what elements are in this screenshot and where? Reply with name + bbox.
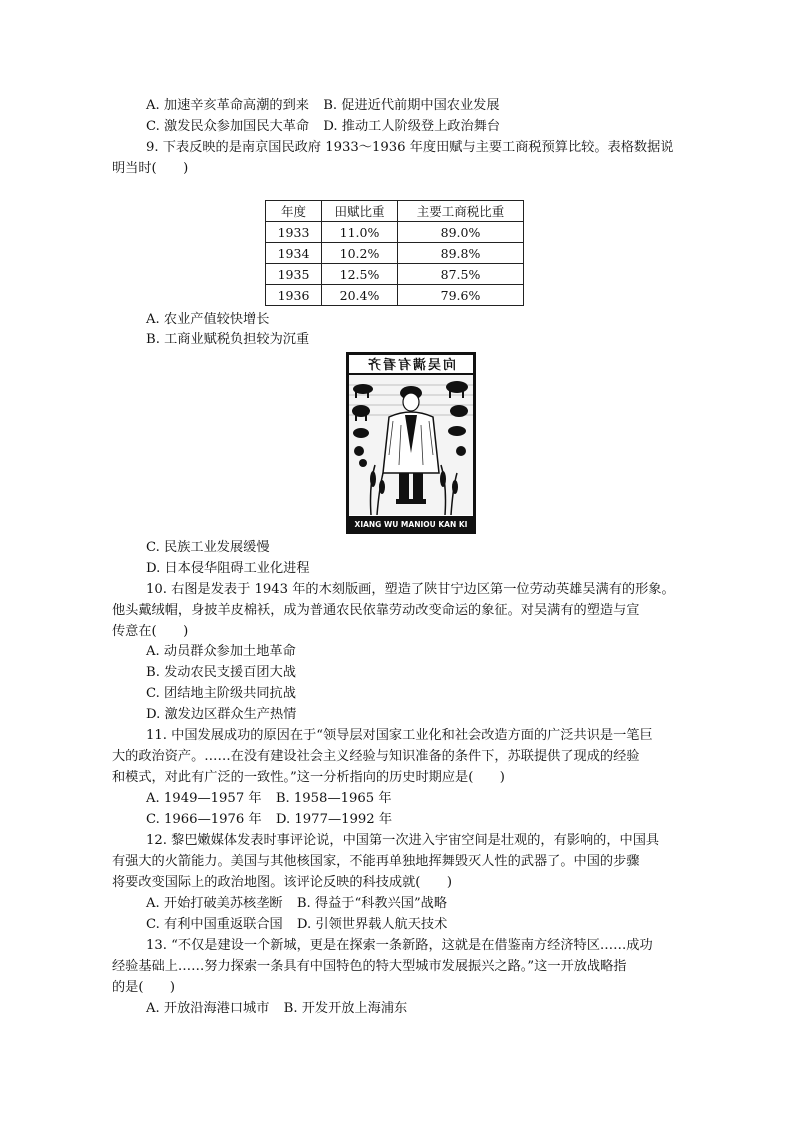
q10-option-c: C. 团结地主阶级共同抗战 (146, 686, 296, 701)
q11-options-row-2 (146, 810, 392, 830)
q10-stem-line-1: 10. 右图是发表于 1943 年的木刻版画，塑造了陕甘宁边区第一位劳动英雄吴满有的形象。 (146, 582, 675, 597)
cell-year: 1936 (266, 285, 322, 306)
cell-year: 1933 (266, 222, 322, 243)
woodcut-print-image (346, 352, 476, 534)
q13-stem-line-2: 经验基础上……努力探索一条具有中国特色的特大型城市发展振兴之路。”这一开放战略指 (112, 959, 627, 974)
q13-stem-line-3: 的是( ) (112, 980, 176, 995)
q11-option-b: B. 1958—1965 年 (275, 791, 392, 806)
woodcut-title: 向吴满有看齐 (365, 358, 457, 373)
q12-stem-line-2: 有强大的火箭能力。美国与其他核国家，不能再单独地挥舞毁灭人性的武器了。中国的步骤 (112, 854, 640, 869)
q10-stem-line-3: 传意在( ) (112, 624, 189, 639)
cell-commerce-tax: 87.5% (398, 264, 524, 285)
q11-option-d: D. 1977—1992 年 (275, 812, 393, 827)
q12-option-c: C. 有利中国重返联合国 (146, 917, 283, 932)
q12-stem-line-1: 12. 黎巴嫩媒体发表时事评论说，中国第一次进入宇宙空间是壮观的，有影响的，中国具 (146, 833, 660, 848)
q12-stem-line-3: 将要改变国际上的政治地图。该评论反映的科技成就( ) (112, 875, 452, 890)
q9-stem-line-2: 明当时( ) (112, 161, 189, 176)
table-row (266, 222, 524, 243)
q9-data-table (265, 200, 524, 306)
q12-option-a: A. 开始打破美苏核垄断 (146, 896, 283, 911)
table-row (266, 285, 524, 306)
q10-option-d: D. 激发边区群众生产热情 (146, 707, 297, 722)
cell-land-tax: 12.5% (322, 264, 398, 285)
q13-options-row-1 (146, 999, 407, 1019)
q8-option-c: C. 激发民众参加国民大革命 (146, 119, 310, 134)
q11-stem-line-1: 11. 中国发展成功的原因在于“领导层对国家工业化和社会改造方面的广泛共识是一笔巨 (146, 728, 653, 743)
q11-options-row-1 (146, 789, 392, 809)
cell-year: 1935 (266, 264, 322, 285)
q9-stem-line-1: 9. 下表反映的是南京国民政府 1933～1936 年度田赋与主要工商税预算比较。表格数据说 (146, 140, 674, 155)
header-commerce-tax: 主要工商税比重 (398, 201, 524, 222)
q9-option-b: B. 工商业赋税负担较为沉重 (146, 332, 310, 347)
cell-year: 1934 (266, 243, 322, 264)
cell-commerce-tax: 89.8% (398, 243, 524, 264)
q10-stem-line-2: 他头戴绒帽，身披羊皮棉袄，成为普通农民依靠劳动改变命运的象征。对吴满有的塑造与宣 (112, 603, 640, 618)
q11-option-a: A. 1949—1957 年 (146, 791, 262, 806)
header-year: 年度 (266, 201, 322, 222)
q8-options-row-1 (146, 96, 500, 116)
q12-options-row-1 (146, 894, 447, 914)
q13-option-b: B. 开发开放上海浦东 (283, 1001, 408, 1016)
q13-option-a: A. 开放沿海港口城市 (146, 1001, 270, 1016)
q11-stem-line-2: 大的政治资产。……在没有建设社会主义经验与知识准备的条件下，苏联提供了现成的经验 (112, 749, 640, 764)
q12-options-row-2 (146, 915, 447, 935)
q8-options-row-2 (146, 117, 500, 137)
table-row (266, 264, 524, 285)
table-header-row (266, 201, 524, 222)
q8-option-a: A. 加速辛亥革命高潮的到来 (146, 98, 309, 113)
q10-option-a: A. 动员群众参加土地革命 (146, 644, 296, 659)
q12-option-b: B. 得益于“科教兴国”战略 (296, 896, 448, 911)
header-land-tax: 田赋比重 (322, 201, 398, 222)
q8-option-d: D. 推动工人阶级登上政治舞台 (323, 119, 501, 134)
q11-stem-line-3: 和模式，对此有广泛的一致性。”这一分析指向的历史时期应是( ) (112, 770, 505, 785)
q12-option-d: D. 引领世界载人航天技术 (296, 917, 448, 932)
cell-land-tax: 20.4% (322, 285, 398, 306)
q9-option-d: D. 日本侵华阻碍工业化进程 (146, 561, 310, 576)
woodcut-caption: XIANG WU MANIOU KAN KI (354, 520, 468, 529)
q9-option-a: A. 农业产值较快增长 (146, 312, 270, 327)
q13-stem-line-1: 13. “不仅是建设一个新城，更是在探索一条新路，这就是在借鉴南方经济特区……成功 (146, 938, 653, 953)
q8-option-b: B. 促进近代前期中国农业发展 (323, 98, 500, 113)
cell-commerce-tax: 89.0% (398, 222, 524, 243)
cell-land-tax: 10.2% (322, 243, 398, 264)
q11-option-c: C. 1966—1976 年 (146, 812, 262, 827)
table-row (266, 243, 524, 264)
cell-commerce-tax: 79.6% (398, 285, 524, 306)
q9-option-c: C. 民族工业发展缓慢 (146, 540, 270, 555)
cell-land-tax: 11.0% (322, 222, 398, 243)
q10-option-b: B. 发动农民支援百团大战 (146, 665, 296, 680)
